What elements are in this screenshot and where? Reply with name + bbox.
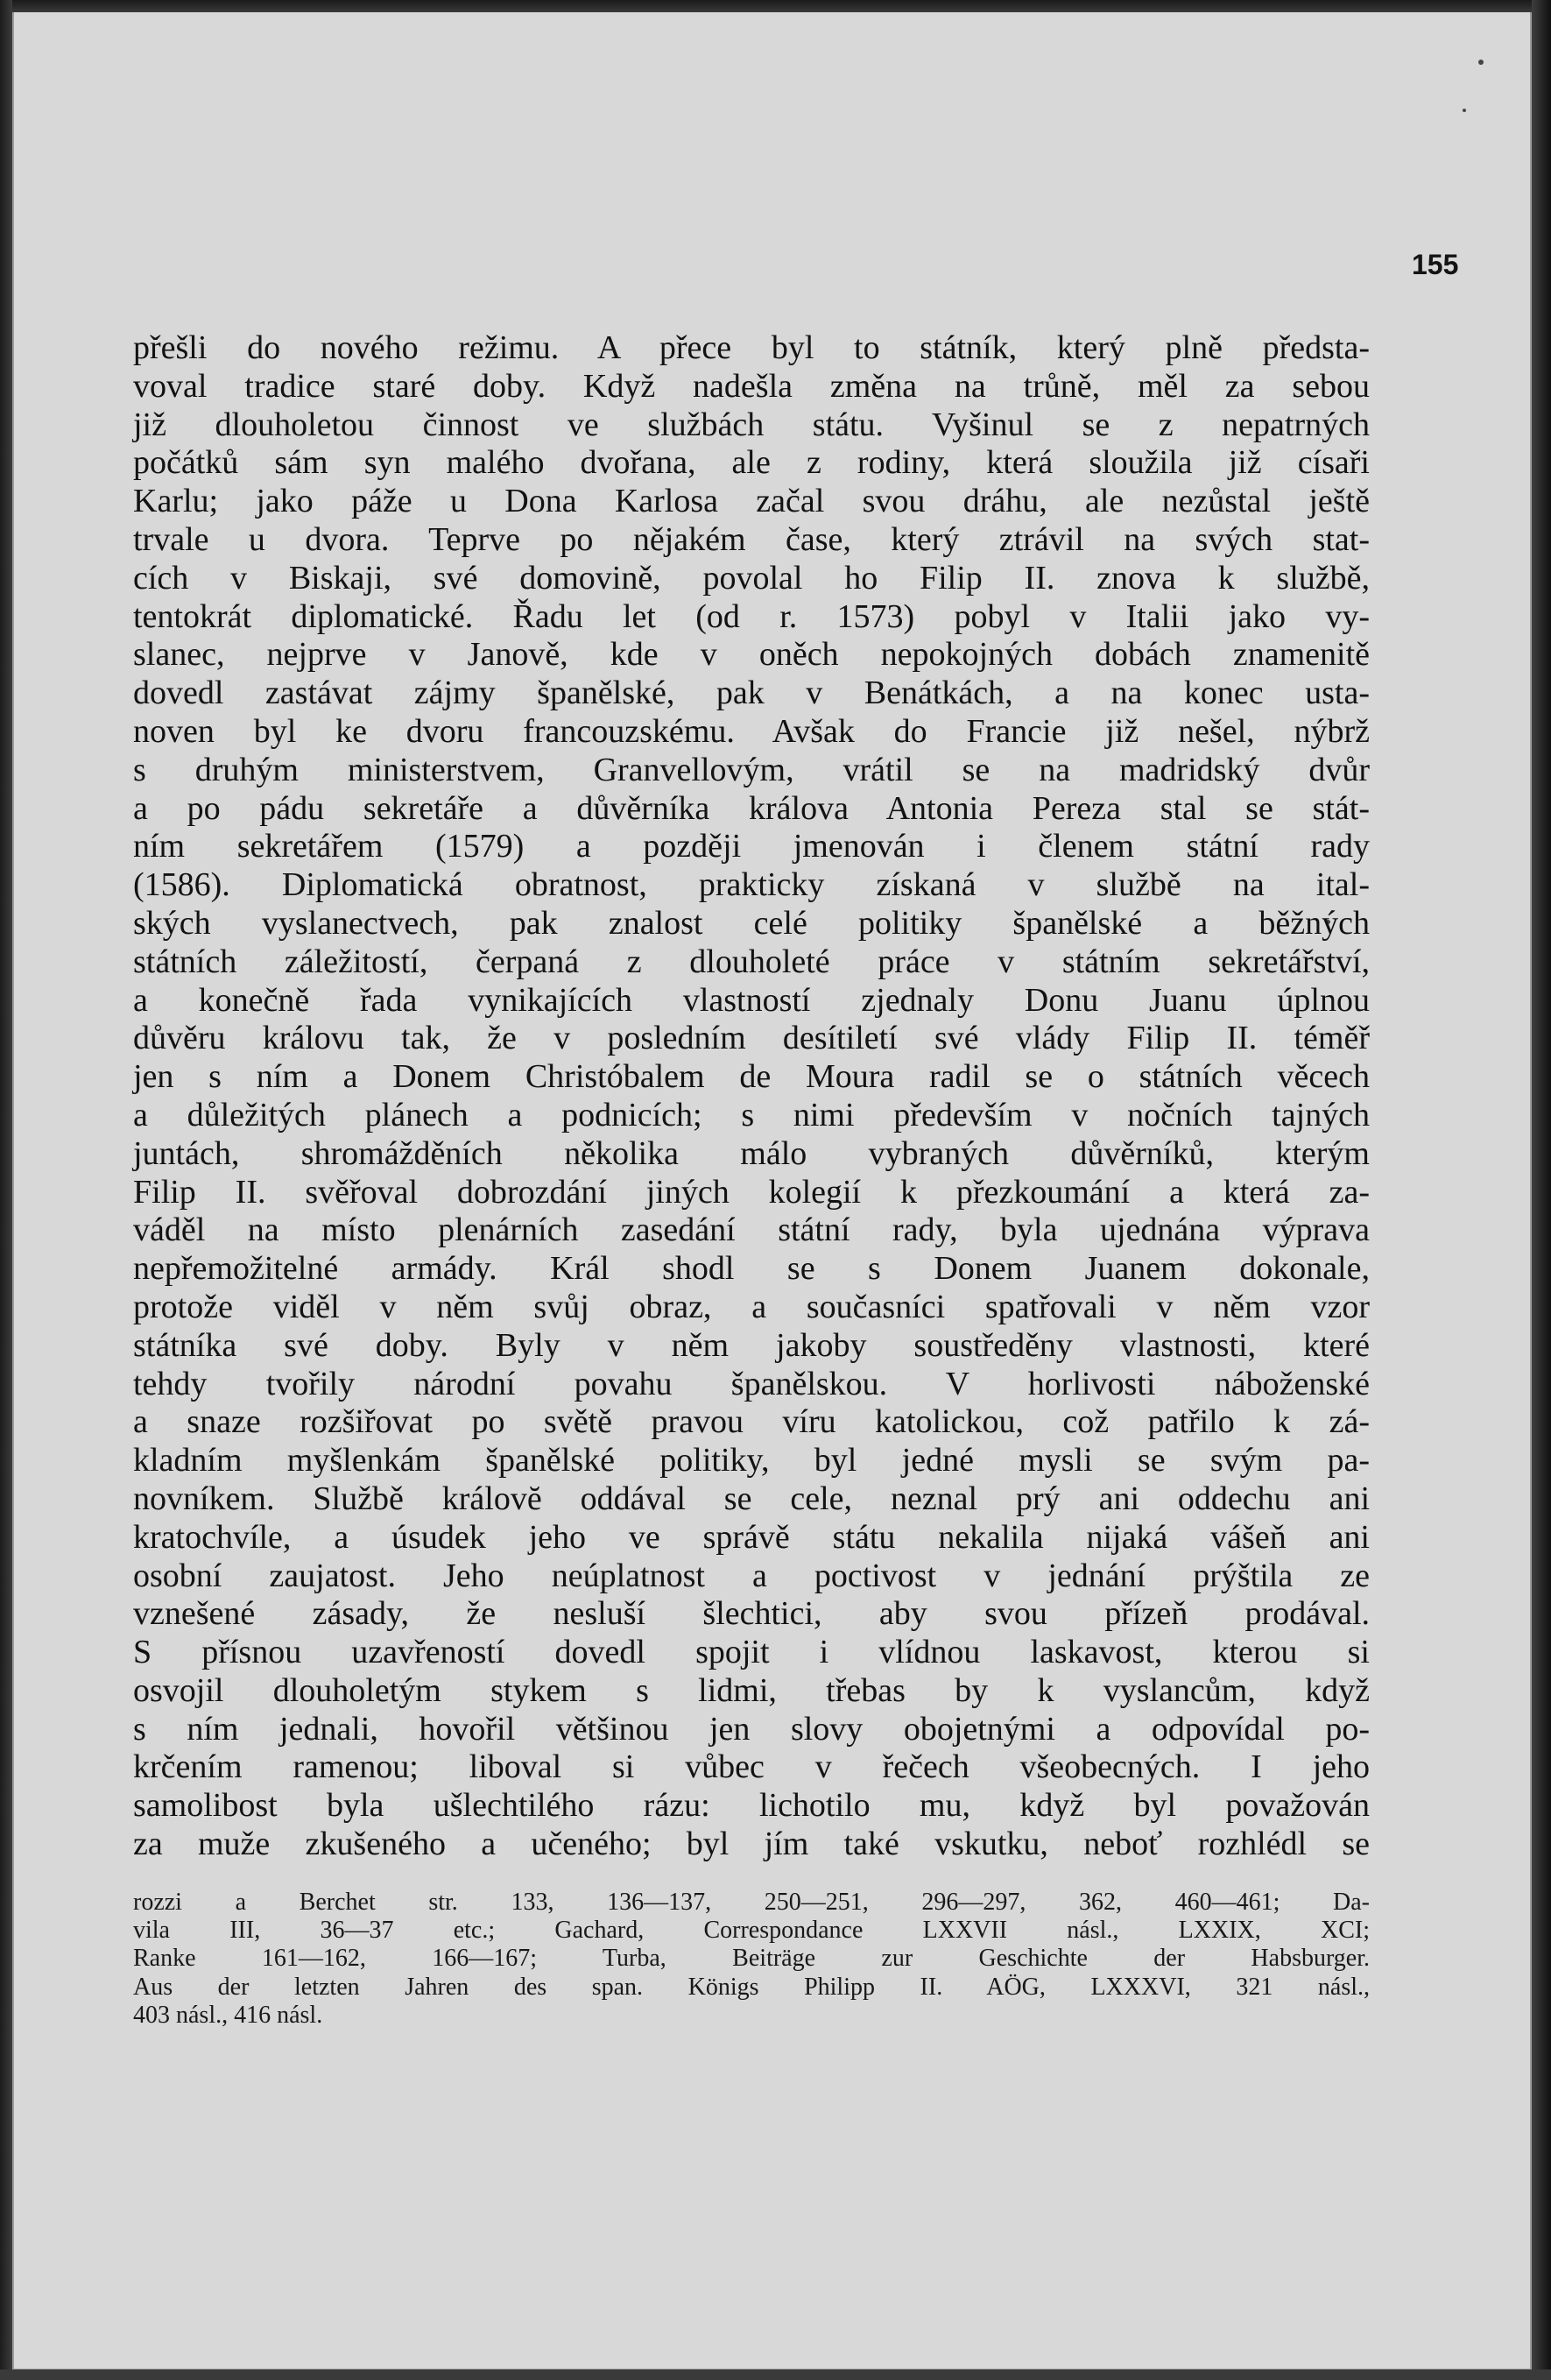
text-line: důvěru královu tak, že v posledním desítiletí své vlády Filip II. téměř [133, 1020, 1370, 1057]
scan-speck [1478, 60, 1484, 65]
text-line: nepřemožitelné armády. Král shodl se s Donem Juanem dokonale, [133, 1250, 1370, 1288]
text-line: osobní zaujatost. Jeho neúplatnost a poctivost v jednání prýštila ze [133, 1557, 1370, 1594]
text-line: s ním jednali, hovořil většinou jen slovy obojetnými a odpovídal po- [133, 1710, 1370, 1748]
text-line: S přísnou uzavřeností dovedl spojit i vlídnou laskavost, kterou si [133, 1634, 1370, 1671]
text-line: kratochvíle, a úsudek jeho ve správě státu nekalila nijaká vášeň ani [133, 1518, 1370, 1556]
text-line: již dlouholetou činnost ve službách státu. Vyšinul se z nepatrných [133, 406, 1370, 443]
footnotes [133, 1889, 1370, 2030]
text-line: (1586). Diplomatická obratnost, prakticky získaná v službě na ital- [133, 866, 1370, 904]
text-line: vznešené zásady, že nesluší šlechtici, aby svou přízeň prodával. [133, 1595, 1370, 1633]
text-line: ských vyslanectvech, pak znalost celé politiky španělské a běžných [133, 904, 1370, 942]
text-line: s druhým ministerstvem, Granvellovým, vrátil se na madridský dvůr [133, 751, 1370, 788]
footnote-line: Aus der letzten Jahren des span. Königs Philipp II. AÖG, LXXXVI, 321 násl., [133, 1973, 1370, 2001]
footnote-line: Ranke 161—162, 166—167; Turba, Beiträge zur Geschichte der Habsburger. [133, 1945, 1370, 1973]
scan-border-top [0, 0, 1551, 12]
scan-border-left [0, 0, 12, 2380]
text-line: jen s ním a Donem Christóbalem de Moura radil se o státních věcech [133, 1058, 1370, 1096]
scan-speck [1463, 109, 1466, 112]
text-line: a snaze rozšiřovat po světě pravou víru katolickou, což patřilo k zá- [133, 1403, 1370, 1441]
text-line: tehdy tvořily národní povahu španělskou. V horlivosti náboženské [133, 1365, 1370, 1402]
text-line: slanec, nejprve v Janově, kde v oněch nepokojných dobách znamenitě [133, 636, 1370, 674]
body-text [133, 329, 1370, 1864]
text-line: krčením ramenou; liboval si vůbec v řečech všeobecných. I jeho [133, 1748, 1370, 1786]
text-line: tentokrát diplomatické. Řadu let (od r. 1573) pobyl v Italii jako vy- [133, 597, 1370, 635]
text-line: státních záležitostí, čerpaná z dlouholeté práce v státním sekretářství, [133, 943, 1370, 980]
text-line: kladním myšlenkám španělské politiky, byl jedné mysli se svým pa- [133, 1442, 1370, 1480]
scan-border-bottom [0, 2369, 1551, 2380]
text-line: trvale u dvora. Teprve po nějakém čase, který ztrávil na svých stat- [133, 520, 1370, 558]
footnote-line: rozzi a Berchet str. 133, 136—137, 250—251, 296—297, 362, 460—461; Da- [133, 1889, 1370, 1916]
scan-border-right [1532, 0, 1551, 2380]
text-line: dovedl zastávat zájmy španělské, pak v Benátkách, a na konec usta- [133, 674, 1370, 712]
text-line: a konečně řada vynikajících vlastností zjednaly Donu Juanu úplnou [133, 981, 1370, 1019]
text-line: samolibost byla ušlechtilého rázu: lichotilo mu, když byl považován [133, 1787, 1370, 1825]
text-line: Filip II. svěřoval dobrozdání jiných kolegií k přezkoumání a která za- [133, 1173, 1370, 1211]
text-line: voval tradice staré doby. Když nadešla změna na trůně, měl za sebou [133, 367, 1370, 405]
book-page [14, 12, 1530, 2369]
text-line: osvojil dlouholetým stykem s lidmi, třebas by k vyslancům, když [133, 1671, 1370, 1709]
text-line: protože viděl v něm svůj obraz, a současníci spatřovali v něm vzor [133, 1288, 1370, 1325]
text-line: Karlu; jako páže u Dona Karlosa začal svou dráhu, ale nezůstal ještě [133, 483, 1370, 520]
text-line: juntách, shromážděních několika málo vybraných důvěrníků, kterým [133, 1134, 1370, 1172]
text-line: cích v Biskaji, své domovině, povolal ho Filip II. znova k službě, [133, 559, 1370, 597]
text-line: novníkem. Službě královĕ oddával se cele, neznal prý ani oddechu ani [133, 1480, 1370, 1517]
text-line: za muže zkušeného a učeného; byl jím také vskutku, neboť rozhlédl se [133, 1826, 1370, 1863]
text-line: noven byl ke dvoru francouzskému. Avšak do Francie již nešel, nýbrž [133, 712, 1370, 750]
text-line: a důležitých plánech a podnicích; s nimi především v nočních tajných [133, 1096, 1370, 1134]
page-number: 155 [1412, 249, 1459, 280]
text-line: státníka své doby. Byly v něm jakoby soustředěny vlastnosti, které [133, 1326, 1370, 1364]
footnote-line: vila III, 36—37 etc.; Gachard, Correspondance LXXVII násl., LXXIX, XCI; [133, 1917, 1370, 1945]
text-line: přešli do nového režimu. A přece byl to státník, který plně předsta- [133, 329, 1370, 366]
text-line: váděl na místo plenárních zasedání státní rady, byla ujednána výprava [133, 1211, 1370, 1249]
text-line: a po pádu sekretáře a důvěrníka králova Antonia Pereza stal se stát- [133, 789, 1370, 827]
footnote-line: 403 násl., 416 násl. [133, 2001, 323, 2029]
text-line: ním sekretářem (1579) a později jmenován i členem státní rady [133, 828, 1370, 865]
text-line: počátků sám syn malého dvořana, ale z rodiny, která sloužila již císaři [133, 444, 1370, 482]
